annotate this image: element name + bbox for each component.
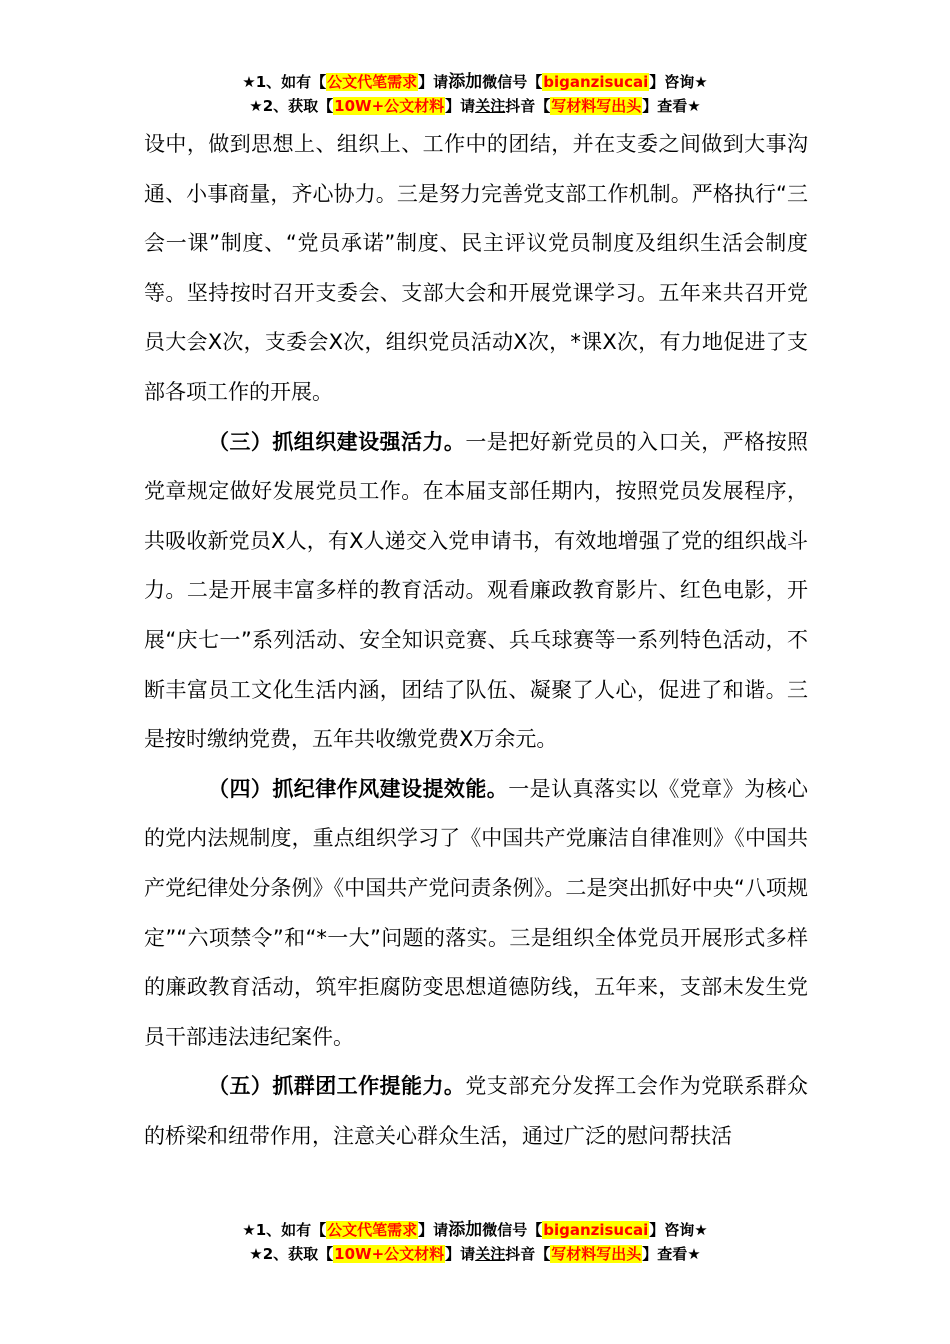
- star-icon: ★: [694, 1221, 708, 1239]
- star-icon: ★: [687, 97, 701, 115]
- paragraph-organization: （三）抓组织建设强活力。一是把好新党员的入口关，严格按照党章规定做好发展党员工作。在本届支部任期内，按照党员发展程序，共吸收新党员X人，有X人递交入党申请书，有效地增强了党的组织战斗力。二是开展丰富多样的教育活动。观看廉政教育影片、红色电影，开展“庆七一”系列活动、安全知识竞赛、兵乓球赛等一系列特色活动，不断丰富员工文化生活内涵，团结了队伍、凝聚了人心，促进了和谐。三是按时缴纳党费，五年共收缴党费X万余元。: [144, 429, 809, 752]
- paragraph-mass-work: （五）抓群团工作提能力。党支部充分发挥工会作为党联系群众的桥梁和纽带作用，注意关心群众生活，通过广泛的慰问帮扶活: [144, 1074, 809, 1148]
- highlight-wechat-id: biganzisucai: [543, 73, 649, 91]
- highlight-service: 公文代笔需求: [327, 1221, 418, 1239]
- highlight-douyin: 写材料写出头: [551, 1245, 642, 1263]
- star-icon: ★: [242, 1221, 256, 1239]
- section-heading: （三）抓组织建设强活力。: [208, 429, 466, 454]
- highlight-douyin: 写材料写出头: [551, 97, 642, 115]
- promo-line-1: ★1、如有【公文代笔需求】请添加微信号【biganzisucai】咨询★: [242, 1220, 708, 1240]
- promo-line-2: ★2、获取【10W+公文材料】请关注抖音【写材料写出头】查看★: [249, 97, 701, 115]
- paragraph-continued: 设中，做到思想上、组织上、工作中的团结，并在支委之间做到大事沟通、小事商量，齐心协力。三是努力完善党支部工作机制。严格执行“三会一课”制度、“党员承诺”制度、民主评议党员制度及组织生活会制度等。坚持按时召开支委会、支部大会和开展党课学习。五年来共召开党员大会X次，支委会X次，组织党员活动X次，*课X次，有力地促进了支部各项工作的开展。: [144, 132, 808, 404]
- star-icon: ★: [249, 97, 263, 115]
- star-icon: ★: [249, 1245, 263, 1263]
- promo-banner-bottom: [0, 1218, 950, 1266]
- promo-line-2: ★2、获取【10W+公文材料】请关注抖音【写材料写出头】查看★: [249, 1245, 701, 1263]
- document-body: [144, 120, 808, 1161]
- star-icon: ★: [687, 1245, 701, 1263]
- section-heading: （五）抓群团工作提能力。: [208, 1074, 466, 1099]
- star-icon: ★: [694, 73, 708, 91]
- section-heading: （四）抓纪律作风建设提效能。: [208, 776, 509, 801]
- promo-banner-top: [0, 70, 950, 118]
- highlight-wechat-id: biganzisucai: [543, 1221, 649, 1239]
- star-icon: ★: [242, 73, 256, 91]
- highlight-materials: 10W+公文材料: [334, 1245, 445, 1263]
- promo-line-1: ★1、如有【公文代笔需求】请添加微信号【biganzisucai】咨询★: [242, 72, 708, 92]
- paragraph-discipline: （四）抓纪律作风建设提效能。一是认真落实以《党章》为核心的党内法规制度，重点组织学习了《中国共产党廉洁自律准则》《中国共产党纪律处分条例》《中国共产党问责条例》。二是突出抓好中央“八项规定”“六项禁令”和“*一大”问题的落实。三是组织全体党员开展形式多样的廉政教育活动，筑牢拒腐防变思想道德防线，五年来，支部未发生党员干部违法违纪案件。: [144, 776, 809, 1049]
- highlight-service: 公文代笔需求: [327, 73, 418, 91]
- highlight-materials: 10W+公文材料: [334, 97, 445, 115]
